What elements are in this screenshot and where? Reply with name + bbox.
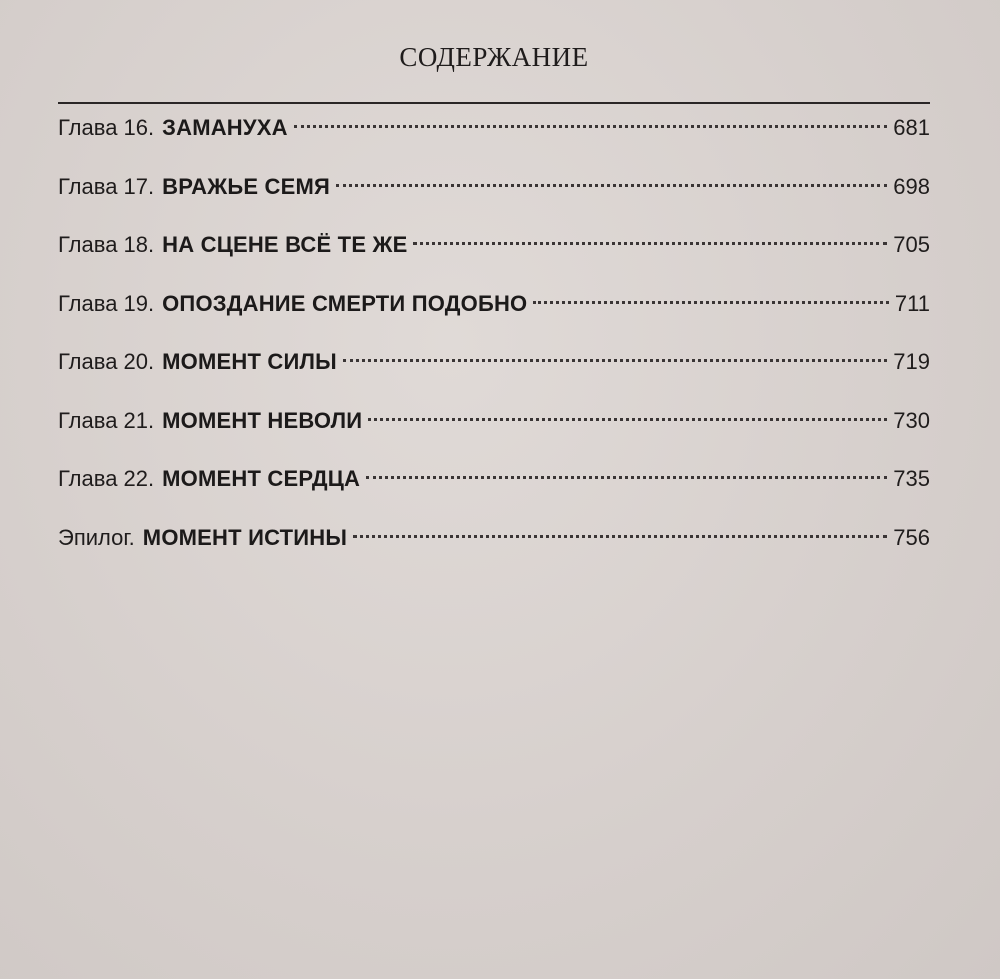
toc-chapter-title: ВРАЖЬЕ СЕМЯ [162,173,331,199]
toc-page-number: 719 [893,349,930,374]
toc-chapter-number: Эпилог. [58,524,135,550]
toc-entry [58,284,930,343]
toc-page-number: 735 [893,466,930,491]
toc-chapter-title: МОМЕНТ ИСТИНЫ [142,524,348,550]
toc-chapter-number: Глава 19. [58,290,155,316]
toc-page-number: 711 [894,290,930,316]
toc-dot-leader [366,476,887,479]
toc-chapter-title: ЗАМАНУХА [162,115,288,140]
toc-chapter-number: Глава 16. [58,115,155,140]
toc-chapter-title: ОПОЗДАНИЕ СМЕРТИ ПОДОБНО [162,290,528,316]
toc-page-number: 756 [893,524,930,550]
toc-entry [58,518,930,577]
toc-entry [58,401,930,460]
toc-dot-leader [368,418,887,421]
toc-chapter-number: Глава 21. [58,407,155,433]
contents-header [58,40,930,104]
toc-chapter-title: НА СЦЕНЕ ВСЁ ТЕ ЖЕ [162,232,408,257]
toc-entry [58,342,930,401]
toc-dot-leader [343,359,887,362]
toc-chapter-number: Глава 18. [58,232,155,257]
toc-dot-leader [294,125,888,128]
toc-dot-leader [533,301,889,304]
toc-chapter-title: МОМЕНТ СЕРДЦА [162,466,361,491]
toc-chapter-number: Глава 17. [58,173,155,199]
toc-dot-leader [353,535,887,538]
toc-entry [58,108,930,167]
toc-dot-leader [413,242,887,245]
toc-dot-leader [336,184,887,187]
toc-page-number: 698 [893,173,930,199]
toc-page-number: 730 [893,407,930,433]
toc-page-number: 681 [893,115,930,140]
toc-entry [58,225,930,284]
toc-chapter-title: МОМЕНТ НЕВОЛИ [162,407,363,433]
page-title: СОДЕРЖАНИЕ [399,42,589,72]
toc-page-number: 705 [893,232,930,257]
toc-entry [58,459,930,518]
toc-chapter-title: МОМЕНТ СИЛЫ [162,349,337,374]
toc-chapter-number: Глава 22. [58,466,155,491]
toc-entry [58,167,930,226]
toc-chapter-number: Глава 20. [58,349,155,374]
table-of-contents [58,108,930,576]
